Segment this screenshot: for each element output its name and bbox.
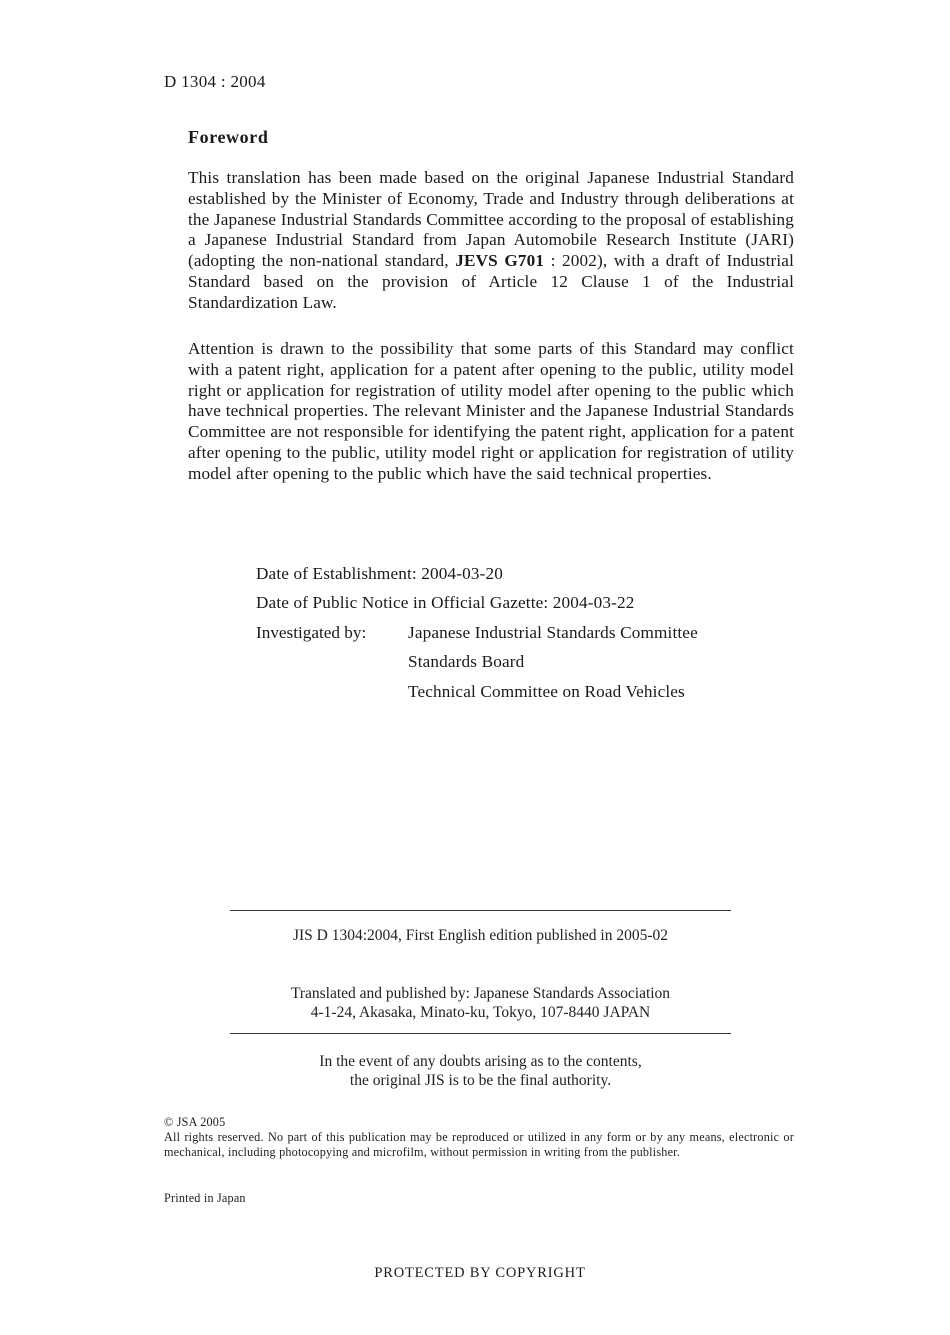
foreword-paragraph-1 xyxy=(188,168,794,314)
edition-info: JIS D 1304:2004, First English edition published in 2005-02 xyxy=(292,927,669,944)
copyright-footer: PROTECTED BY COPYRIGHT xyxy=(374,1265,586,1281)
publisher-address: 4-1-24, Akasaka, Minato-ku, Tokyo, 107-8440 JAPAN xyxy=(310,1004,651,1021)
investigated-by-line-1: Japanese Industrial Standards Committee xyxy=(408,623,698,642)
publisher-line-1: Translated and published by: Japanese Standards Association xyxy=(290,985,671,1002)
authority-note-line-2: the original JIS is to be the final authority. xyxy=(349,1072,612,1089)
document-code: D 1304 : 2004 xyxy=(164,72,266,91)
divider-bottom xyxy=(230,1033,731,1034)
foreword-heading: Foreword xyxy=(188,127,269,147)
investigated-by-label: Investigated by: xyxy=(256,623,367,642)
copyright-notice: © JSA 2005 xyxy=(164,1115,226,1129)
investigated-by-line-3: Technical Committee on Road Vehicles xyxy=(408,682,685,701)
divider-top xyxy=(230,910,731,911)
standard-reference: JEVS G701 xyxy=(455,251,545,271)
investigated-by-line-2: Standards Board xyxy=(408,652,525,671)
printed-in: Printed in Japan xyxy=(164,1191,246,1205)
paragraph-1-text-start: This translation has been made based on the original Japanese Industrial Standard established by the Minister of Economy, Trade and Industry through deliberations at the Japanese Industrial Standards Committee according to the proposal of establishing a Japanese Industrial Standard from Japan Automobile Research Institute (JARI) (adopting the non-national standard, xyxy=(188,168,794,271)
authority-note-line-1: In the event of any doubts arising as to the contents, xyxy=(319,1053,642,1070)
rights-statement: All rights reserved. No part of this publication may be reproduced or utilized in any form or by any means, electronic or mechanical, including photocopying and microfilm, without permission in writing from the publisher. xyxy=(164,1130,794,1160)
foreword-paragraph-2: Attention is drawn to the possibility that some parts of this Standard may conflict with a patent right, application for a patent after opening to the public, utility model right or application for registration of utility model after opening to the public which have technical properties. The relevant Minister and the Japanese Industrial Standards Committee are not responsible for identifying the patent right, application for a patent after opening to the public, utility model right or application for registration of utility model after opening to the public which have the said technical properties. xyxy=(188,339,794,483)
date-of-public-notice: Date of Public Notice in Official Gazette: 2004-03-22 xyxy=(256,593,635,612)
paragraph-1-text-end: : 2002), with a draft of Industrial Standard based on the provision of Article 12 Clause 1 of the Industrial Standardization Law. xyxy=(188,251,795,312)
date-of-establishment: Date of Establishment: 2004-03-20 xyxy=(256,564,503,583)
